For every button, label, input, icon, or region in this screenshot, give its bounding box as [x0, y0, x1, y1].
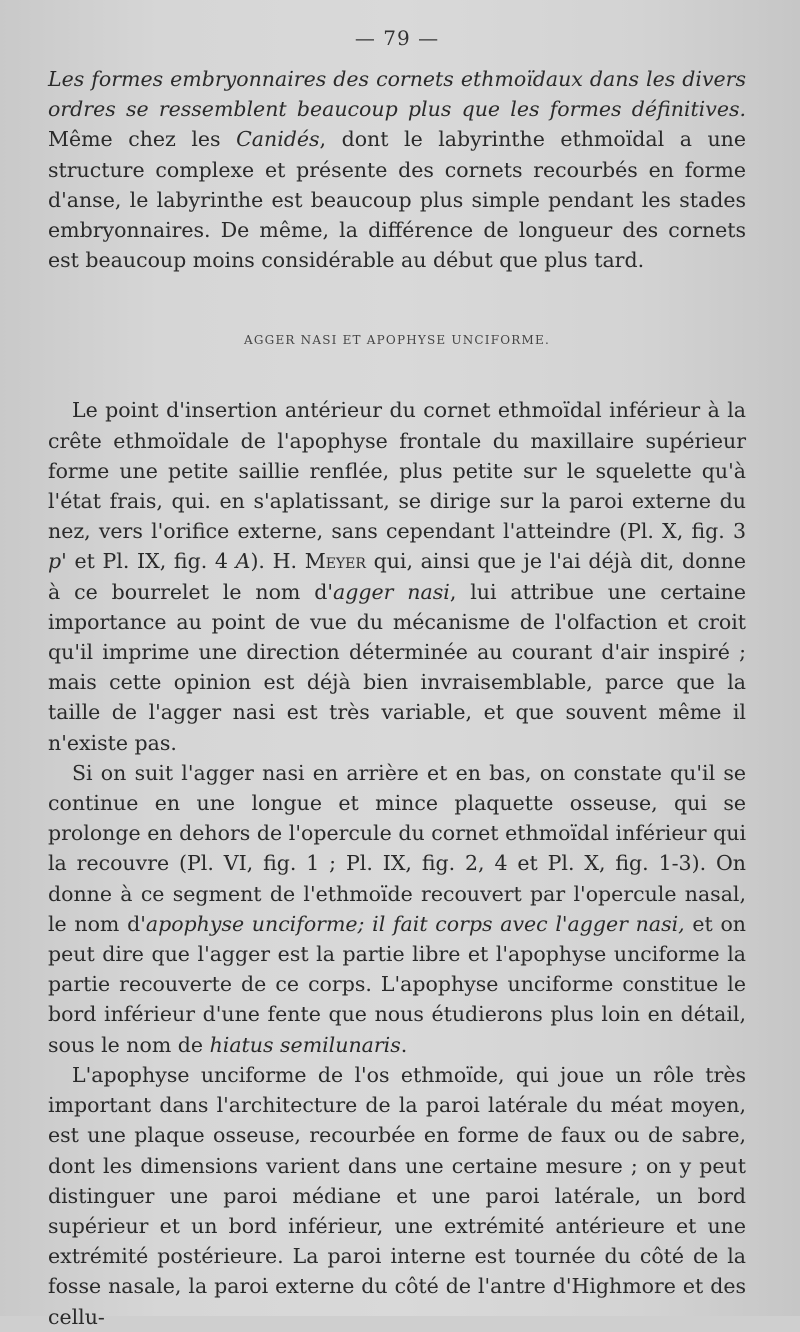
paragraph-apophyse-unciforme — [48, 758, 746, 1060]
p1-text-3: ). H. — [250, 549, 305, 574]
p2-text-3: . — [400, 1032, 408, 1057]
p1-text-1: Le point d'insertion antérieur du cornet ethmoïdal inférieur à la crête ethmoïdale de l'apophyse frontale du maxillaire supérieur forme une petite saillie renflée, plus petite sur le squelette qu'à l'état frais, qui. en s'aplatissant, se dirige sur la paroi externe du nez, vers l'orifice externe, sans cependant l'atteindre (Pl. X, fig. 3 — [48, 398, 746, 544]
paragraph-agger-nasi — [48, 395, 746, 757]
p1-author: Meyer — [304, 549, 366, 574]
intro-paragraph — [48, 64, 746, 275]
intro-text-2: , dont le labyrinthe ethmoïdal a une structure complexe et présente des cornets recourbés en forme d'anse, le labyrinthe est beaucoup plus simple pendant les stades embryonnaires. De même, la différence de longueur des cornets est beaucoup moins considérable au début que plus tard. — [48, 127, 746, 273]
intro-italic-lead: Les formes embryonnaires des cornets ethmoïdaux dans les divers ordres se ressemblent beaucoup plus que les formes définitives. — [48, 67, 746, 122]
p2-italic-apophyse: apophyse unciforme; il fait corps avec l'agger nasi, — [145, 911, 685, 936]
p2-text-2: et on peut dire que l'agger est la partie libre et l'apophyse unciforme la partie recouverte de ce corps. L'apophyse unciforme constitue le bord inférieur d'une fente que nous étudierons plus loin en détail, sous le nom de — [48, 911, 746, 1057]
p1-italic-ref: p' — [48, 549, 67, 574]
p1-text-5: , lui attribue une certaine importance au point de vue du mécanisme de l'olfaction et croit qu'il imprime une direction déterminée au courant d'air inspiré ; mais cette opinion est déjà bien invraisemblable, parce que la taille de l'agger nasi est très variable, et que souvent même il n'existe pas. — [48, 579, 746, 755]
p1-text-2: et Pl. IX, fig. 4 — [66, 549, 236, 574]
paragraph-ethmoide: L'apophyse unciforme de l'os ethmoïde, qui joue un rôle très important dans l'architecture de la paroi latérale du méat moyen, est une plaque osseuse, recourbée en forme de faux ou de sabre, dont les dimensions varient dans une certaine mesure ; on y peut distinguer une paroi médiane et une paroi latérale, un bord supérieur et un bord inférieur, une extrémité antérieure et une extrémité postérieure. La paroi interne est tournée du côté de la fosse nasale, la paroi externe du côté de l'antre d'Highmore et des cellu- — [48, 1062, 746, 1329]
intro-text-1: Même chez les — [48, 127, 237, 152]
page-number: — 79 — — [354, 26, 440, 50]
p1-italic-a: A — [235, 549, 251, 574]
p2-italic-hiatus: hiatus semilunaris — [209, 1032, 401, 1057]
p1-italic-agger: agger nasi — [333, 579, 450, 604]
p1-text-4: qui, ainsi que je l'ai déjà dit, donne à ce bourrelet le nom d' — [48, 549, 746, 604]
p2-text-1: Si on suit l'agger nasi en arrière et en bas, on constate qu'il se continue en une longue et mince plaquette osseuse, qui se prolonge en dehors de l'opercule du cornet ethmoïdal inférieur qui la recouvre (Pl. VI, fig. 1 ; Pl. IX, fig. 2, 4 et Pl. X, fig. 1-3). On donne à ce segment de l'ethmoïde recouvert par l'opercule nasal, le nom d' — [48, 760, 746, 936]
intro-italic-canides: Canidés — [236, 127, 320, 152]
section-heading: AGGER NASI ET APOPHYSE UNCIFORME. — [244, 333, 550, 348]
